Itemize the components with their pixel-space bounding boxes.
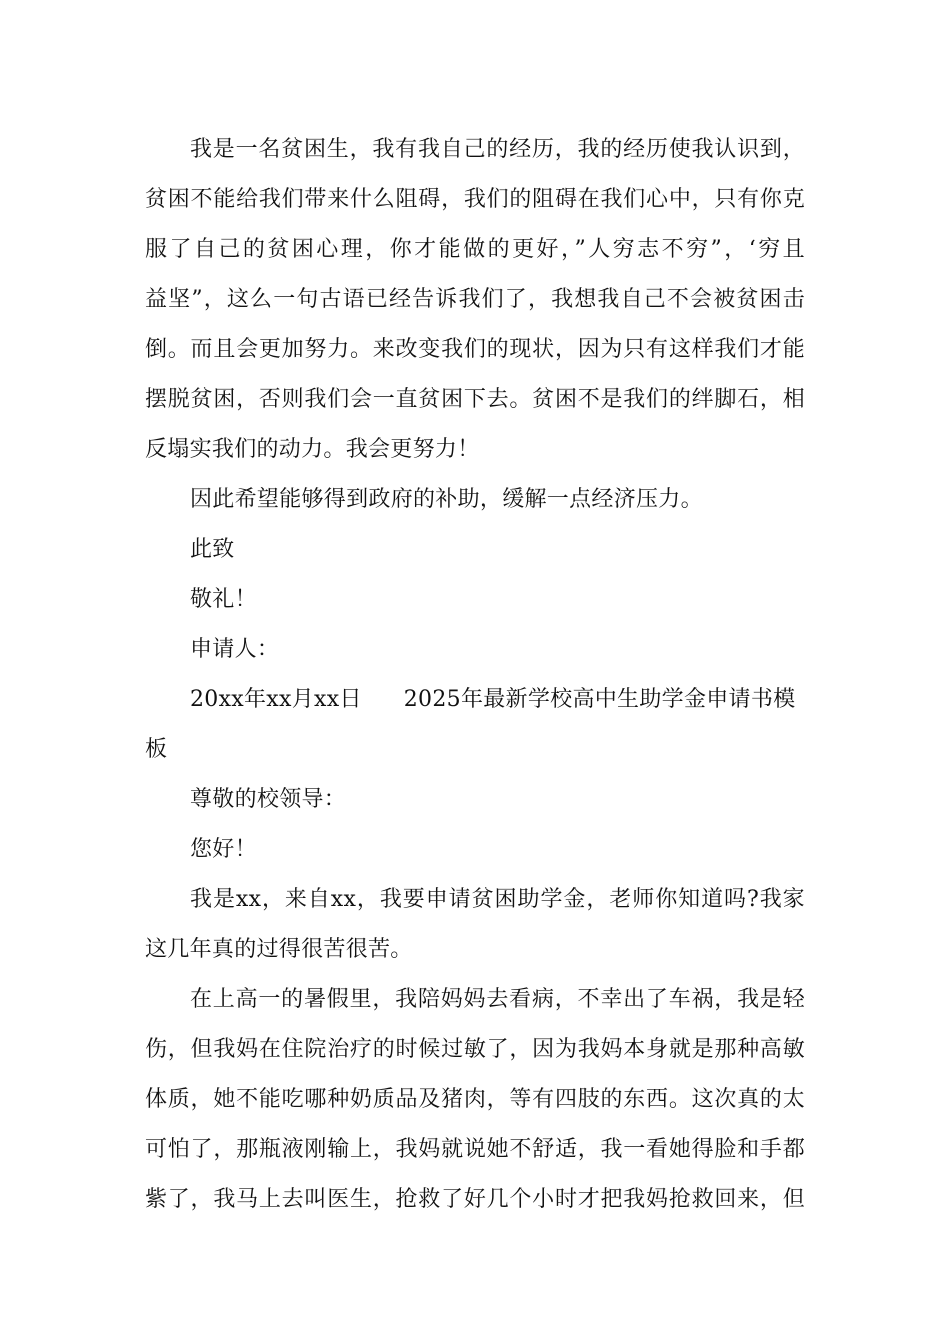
paragraph-line: 体质，她不能吃哪种奶质品及猪肉，等有四肢的东西。这次真的太	[145, 1087, 805, 1112]
template-title: 2025年最新学校高中生助学金申请书模	[403, 687, 796, 712]
paragraph-line: 紫了，我马上去叫医生，抢救了好几个小时才把我妈抢救回来，但	[145, 1187, 805, 1212]
paragraph-line: 服了自己的贫困心理，你才能做的更好，”人穷志不穷”，‘穷且	[145, 237, 805, 262]
template-title-continued: 板	[145, 737, 168, 762]
paragraph-line: 我是一名贫困生，我有我自己的经历，我的经历使我认识到，	[190, 137, 805, 162]
salutation-line: 敬礼！	[190, 587, 257, 612]
greeting-line: 尊敬的校领导：	[190, 787, 347, 812]
paragraph-line: 贫困不能给我们带来什么阻碍，我们的阻碍在我们心中，只有你克	[145, 187, 805, 212]
paragraph-line: 可怕了，那瓶液刚输上，我妈就说她不舒适，我一看她得脸和手都	[145, 1137, 805, 1162]
closing-line: 此致	[190, 537, 235, 562]
paragraph-line: 倒。而且会更加努力。来改变我们的现状，因为只有这样我们才能	[145, 337, 805, 362]
applicant-label: 申请人：	[190, 637, 280, 662]
paragraph-line: 我是xx，来自xx，我要申请贫困助学金，老师你知道吗?我家	[190, 887, 805, 912]
paragraph-line: 这几年真的过得很苦很苦。	[145, 937, 413, 962]
date-text: 20xx年xx月xx日	[190, 687, 362, 712]
paragraph-line: 因此希望能够得到政府的补助，缓解一点经济压力。	[190, 487, 703, 512]
paragraph-line: 摆脱贫困，否则我们会一直贫困下去。贫困不是我们的绊脚石，相	[145, 387, 805, 412]
paragraph-line: 益坚”，这么一句古语已经告诉我们了，我想我自己不会被贫困击	[145, 287, 805, 312]
paragraph-line: 反塌实我们的动力。我会更努力！	[145, 437, 480, 462]
greeting-line: 您好！	[190, 837, 257, 862]
date-and-title-line	[190, 682, 805, 718]
paragraph-line: 在上高一的暑假里，我陪妈妈去看病，不幸出了车祸，我是轻	[190, 987, 805, 1012]
paragraph-line: 伤，但我妈在住院治疗的时候过敏了，因为我妈本身就是那种高敏	[145, 1037, 805, 1062]
